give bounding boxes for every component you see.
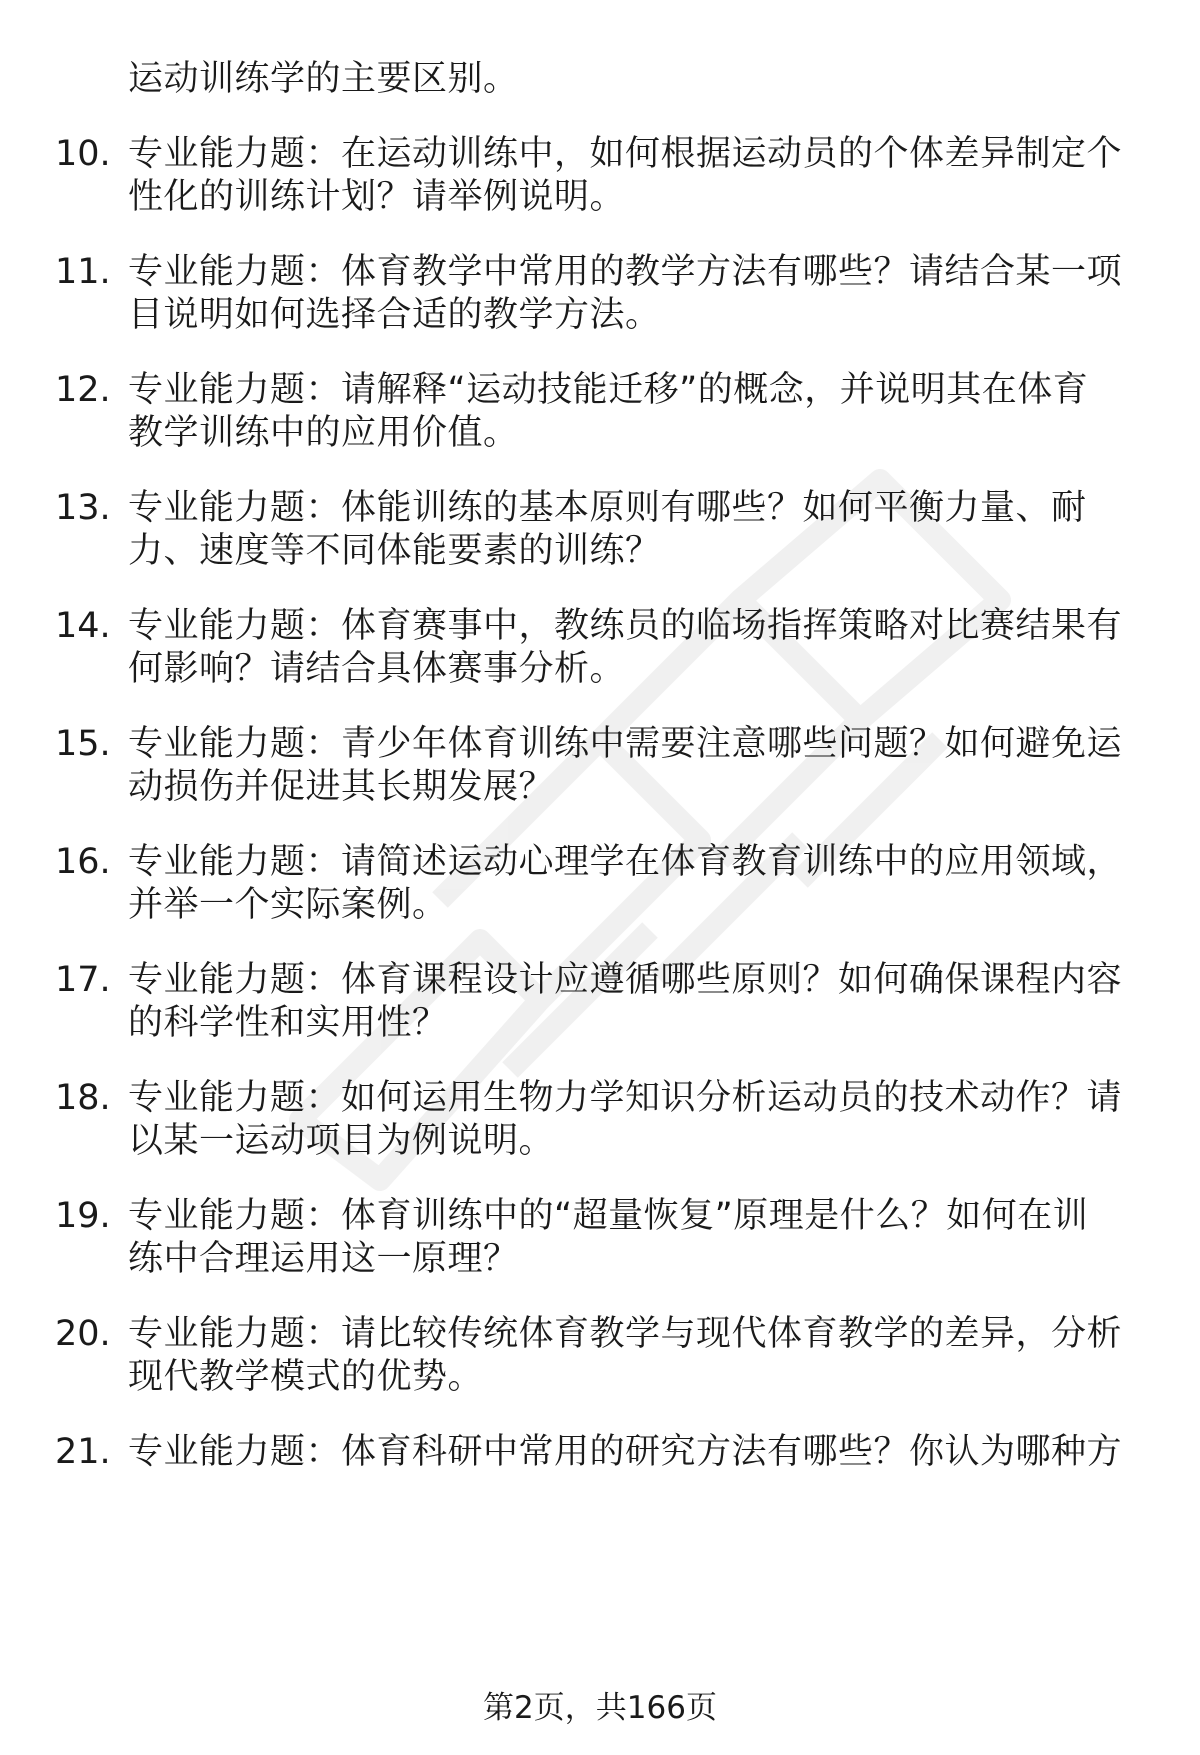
item-text-line: 现代教学模式的优势。 <box>128 1357 484 1397</box>
item-number: 20. <box>55 1314 111 1354</box>
item-text-line: 练中合理运用这一原理？ <box>128 1239 519 1279</box>
item-text-line: 动损伤并促进其长期发展？ <box>128 767 555 807</box>
continuation-line: 运动训练学的主要区别。 <box>128 59 519 99</box>
item-number: 15. <box>55 724 111 764</box>
item-text-line: 何影响？请结合具体赛事分析。 <box>128 649 626 689</box>
item-text-line: 的科学性和实用性？ <box>128 1003 448 1043</box>
item-text-line: 性化的训练计划？请举例说明。 <box>128 177 626 217</box>
item-text-line: 专业能力题：体能训练的基本原则有哪些？如何平衡力量、耐 <box>128 488 1087 528</box>
item-text-line: 专业能力题：在运动训练中，如何根据运动员的个体差异制定个 <box>128 134 1123 174</box>
item-text-line: 专业能力题：体育教学中常用的教学方法有哪些？请结合某一项 <box>128 252 1123 292</box>
item-text-line: 专业能力题：体育训练中的“超量恢复”原理是什么？如何在训 <box>128 1196 1089 1236</box>
item-text-line: 专业能力题：体育科研中常用的研究方法有哪些？你认为哪种方 <box>128 1432 1123 1472</box>
item-number: 17. <box>55 960 111 1000</box>
item-number: 10. <box>55 134 111 174</box>
item-number: 14. <box>55 606 111 646</box>
item-text-line: 目说明如何选择合适的教学方法。 <box>128 295 661 335</box>
item-text-line: 以某一运动项目为例说明。 <box>128 1121 555 1161</box>
item-text-line: 专业能力题：体育课程设计应遵循哪些原则？如何确保课程内容 <box>128 960 1123 1000</box>
item-text-line: 专业能力题：体育赛事中，教练员的临场指挥策略对比赛结果有 <box>128 606 1123 646</box>
item-text-line: 专业能力题：青少年体育训练中需要注意哪些问题？如何避免运 <box>128 724 1123 764</box>
item-text-line: 力、速度等不同体能要素的训练？ <box>128 531 661 571</box>
item-text-line: 专业能力题：请解释“运动技能迁移”的概念，并说明其在体育 <box>128 370 1089 410</box>
item-text-line: 并举一个实际案例。 <box>128 885 448 925</box>
item-number: 21. <box>55 1432 111 1472</box>
item-number: 19. <box>55 1196 111 1236</box>
item-number: 11. <box>55 252 111 292</box>
item-number: 16. <box>55 842 111 882</box>
item-text-line: 专业能力题：如何运用生物力学知识分析运动员的技术动作？请 <box>128 1078 1123 1118</box>
item-text-line: 专业能力题：请简述运动心理学在体育教育训练中的应用领域， <box>128 842 1123 882</box>
item-text-line: 教学训练中的应用价值。 <box>128 413 519 453</box>
item-number: 12. <box>55 370 111 410</box>
page-footer: 第2页，共166页 <box>483 1690 717 1726</box>
item-text-line: 专业能力题：请比较传统体育教学与现代体育教学的差异，分析 <box>128 1314 1123 1354</box>
item-number: 13. <box>55 488 111 528</box>
item-number: 18. <box>55 1078 111 1118</box>
